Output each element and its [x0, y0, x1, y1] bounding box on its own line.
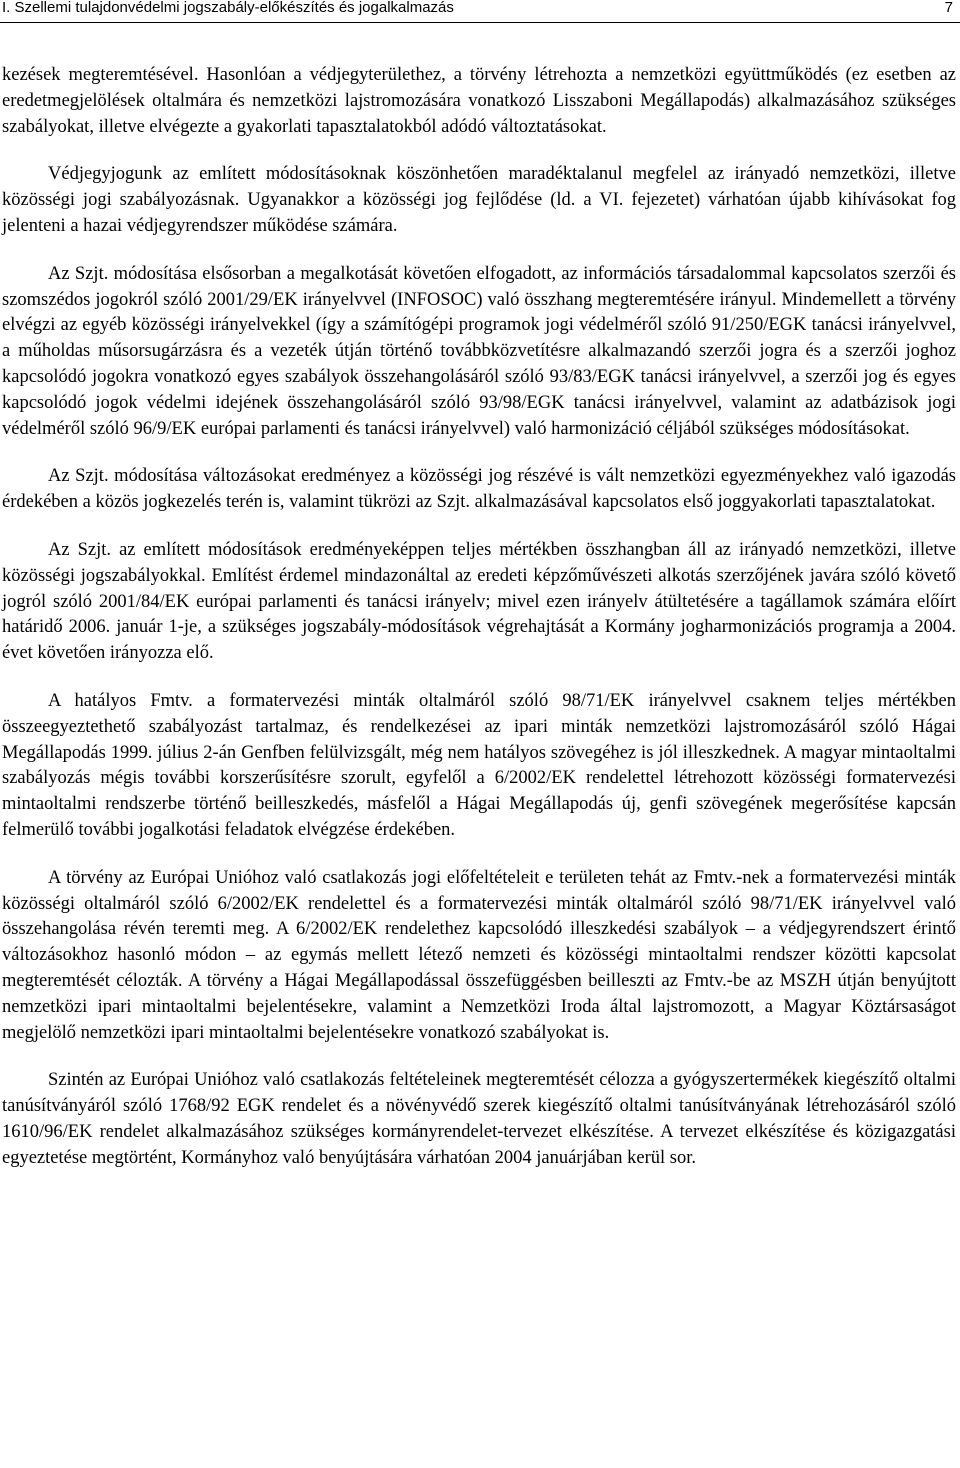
paragraph: Szintén az Európai Unióhoz való csatlakozás feltételeinek megteremtését célozza a gyógyszertermékek kiegészítő oltalmi tanúsítványáról szóló 1768/92 EGK rendelet és a növényvédő szerek kiegészítő oltalmi tanúsítványának létrehozásáról szóló 1610/96/EK rendelet alkalmazásához szükséges kormányrendelet-tervezet elkészítése. A tervezet elkészítése és közigazgatási egyeztetése megtörtént, Kormányhoz való benyújtására várhatóan 2004 januárjában kerül sor.	[2, 1070, 956, 1168]
paragraph: Az Szjt. az említett módosítások eredményeképpen teljes mértékben összhangban áll az irányadó nemzetközi, illetve közösségi jogszabályokkal. Említést érdemel mindazonáltal az eredeti képzőművészeti alkotás szerzőjének javára szóló követő jogról szóló 2001/84/EK európai parlamenti és tanácsi irányelv; mivel ezen irányelv átültetésére a tagállamok számára előírt határidő 2006. január 1-je, a szükséges jogszabály-módosítások végrehajtását a Kormány jogharmonizációs programja a 2004. évet követően irányozza elő.	[2, 539, 956, 664]
paragraph: A hatályos Fmtv. a formatervezési minták oltalmáról szóló 98/71/EK irányelvvel csaknem teljes mértékben összeegyeztethető szabályozást tartalmaz, és rendelkezései az ipari minták nemzetközi lajstromozásáról szóló Hágai Megállapodás 1999. július 2-án Genfben felülvizsgált, még nem hatályos szövegéhez is jól illeszkednek. A magyar mintaoltalmi szabályozás mégis további korszerűsítésre szorult, egyfelől a 6/2002/EK rendelettel létrehozott közösségi formatervezési mintaoltalmi rendszerbe történő beilleszkedés, másfelől a Hágai Megállapodás új, genfi szövegének megerősítése kapcsán felmerülő további jogalkotási feladatok elvégzése érdekében.	[2, 690, 956, 840]
paragraph: Az Szjt. módosítása változásokat eredményez a közösségi jog részévé is vált nemzetközi egyezményekhez való igazodás érdekében a közös jogkezelés terén is, valamint tükrözi az Szjt. alkalmazásával kapcsolatos első joggyakorlati tapasztalatokat.	[2, 466, 956, 513]
paragraph-continuation: kezések megteremtésével. Hasonlóan a védjegyterülethez, a törvény létrehozta a nemzetközi együttműködés (ez esetben az eredetmegjelölések oltalmára és nemzetközi lajstromozására vonatkozó Lisszaboni Megállapodás) alkalmazásához szükséges szabályokat, illetve elvégezte a gyakorlati tapasztalatokból adódó változtatásokat.	[2, 65, 956, 137]
running-header	[0, 0, 960, 23]
paragraph: Védjegyjogunk az említett módosításoknak köszönhetően maradéktalanul megfelel az irányadó nemzetközi, illetve közösségi jogi szabályozásnak. Ugyanakkor a közösségi jog fejlődése (ld. a VI. fejezetet) várhatóan újabb kihívásokat fog jelenteni a hazai védjegyrendszer működése számára.	[2, 164, 956, 236]
paragraph: Az Szjt. módosítása elsősorban a megalkotását követően elfogadott, az információs társadalommal kapcsolatos szerzői és szomszédos jogokról szóló 2001/29/EK irányelvvel (INFOSOC) való összhang megteremtésére irányul. Mindemellett a törvény elvégzi az egyéb közösségi irányelvekkel (így a számítógépi programok jogi védelméről szóló 91/250/EGK tanácsi irányelvvel, a műholdas műsorsugárzásra és a vezeték útján történő továbbközvetítésre alkalmazandó szerzői jogra és a szerzői joghoz kapcsolódó jogokra vonatkozó egyes szabályok összehangolásáról szóló 93/83/EGK tanácsi irányelvvel, a szerzői jog és egyes kapcsolódó jogok védelmi idejének összehangolásáról szóló 93/98/EGK tanácsi irányelvvel, valamint az adatbázisok jogi védelméről szóló 96/9/EK európai parlamenti és tanácsi irányelvvel) való harmonizáció céljából szükséges módosításokat.	[2, 263, 956, 439]
page-number: 7	[944, 0, 953, 16]
header-title: I. Szellemi tulajdonvédelmi jogszabály-előkészítés és jogalkalmazás	[2, 0, 454, 16]
document-body	[2, 63, 956, 1193]
paragraph: A törvény az Európai Unióhoz való csatlakozás jogi előfeltételeit e területen tehát az Fmtv.-nek a formatervezési minták közösségi oltalmáról szóló 6/2002/EK rendelettel és a formatervezési minták oltalmáról szóló 98/71/EK irányelvvel való összehangolása révén teremti meg. A 6/2002/EK rendelethez kapcsolódó illeszkedési szabályok – a védjegyrendszert érintő változásokhoz hasonló módon – az egymás mellett létező nemzeti és közösségi mintaoltalmi rendszer közötti kapcsolat megteremtését célozták. A törvény a Hágai Megállapodással összefüggésben beilleszti az Fmtv.-be az MSZH útján benyújtott nemzetközi ipari mintaoltalmi bejelentésekre, valamint a Nemzetközi Iroda által lajstromozott, a Magyar Köztársaságot megjelölő nemzetközi ipari mintaoltalmi bejelentésekre vonatkozó szabályokat is.	[2, 867, 956, 1043]
